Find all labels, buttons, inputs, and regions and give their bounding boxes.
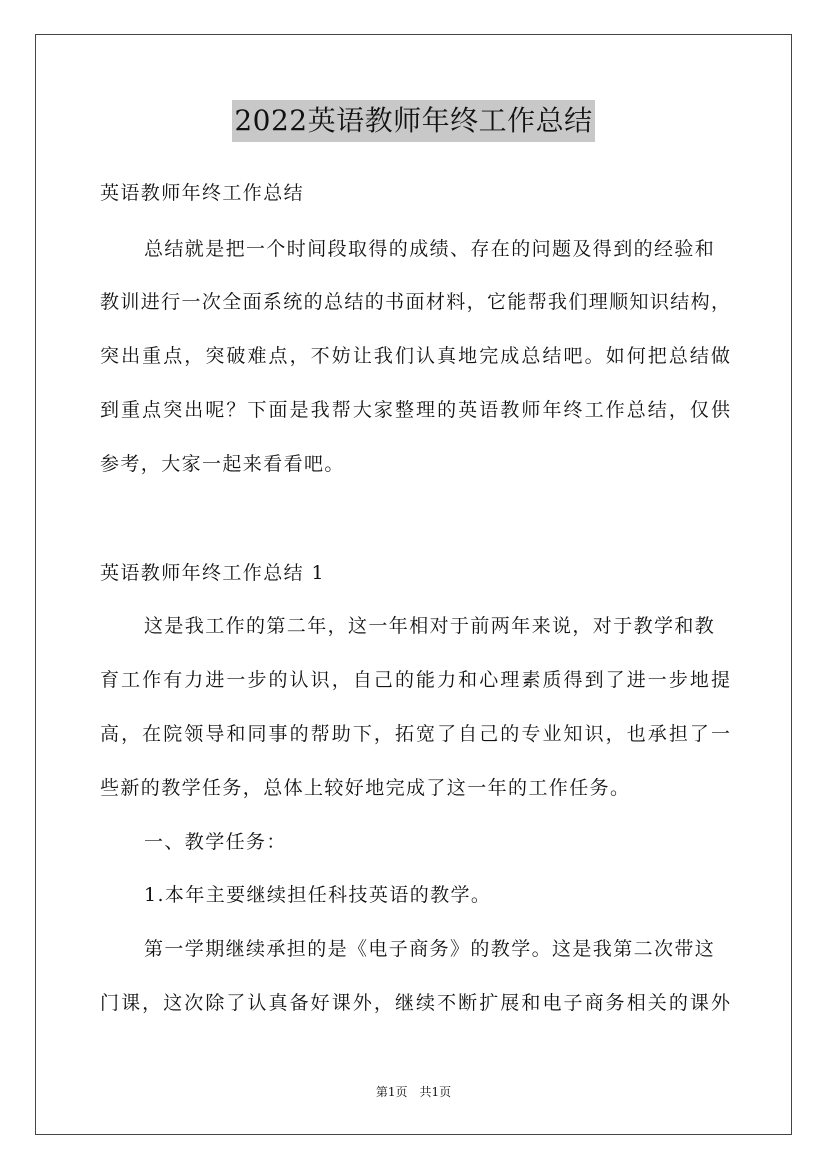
intro-line-5: 参考，大家一起来看看吧。 bbox=[100, 453, 345, 475]
intro-line-1: 总结就是把一个时间段取得的成绩、存在的问题及得到的经验和 bbox=[144, 238, 716, 260]
page-number-footer: 第1页 共1页 bbox=[375, 1085, 452, 1099]
para2-line-2: 门课，这次除了认真备好课外，继续不断扩展和电子商务相关的课外 bbox=[100, 992, 730, 1014]
section-heading: 英语教师年终工作总结 1 bbox=[100, 562, 325, 584]
para1-line-2: 育工作有力进一步的认识，自己的能力和心理素质得到了进一步地提 bbox=[100, 669, 730, 691]
document-title: 2022英语教师年终工作总结 bbox=[232, 100, 594, 142]
para2-line-1: 第一学期继续承担的是《电子商务》的教学。这是我第二次带这 bbox=[144, 938, 716, 960]
title-container bbox=[0, 100, 827, 142]
para1-line-3: 高，在院领导和同事的帮助下，拓宽了自己的专业知识，也承担了一 bbox=[100, 723, 730, 745]
intro-line-4: 到重点突出呢？下面是我帮大家整理的英语教师年终工作总结，仅供 bbox=[100, 399, 730, 421]
sub-item: 1.本年主要继续担任科技英语的教学。 bbox=[144, 884, 492, 906]
intro-line-3: 突出重点，突破难点，不妨让我们认真地完成总结吧。如何把总结做 bbox=[100, 345, 730, 367]
document-subtitle: 英语教师年终工作总结 bbox=[100, 182, 305, 204]
intro-line-2: 教训进行一次全面系统的总结的书面材料，它能帮我们理顺知识结构， bbox=[100, 291, 730, 313]
item-heading: 一、教学任务： bbox=[144, 831, 287, 853]
para1-line-4: 些新的教学任务，总体上较好地完成了这一年的工作任务。 bbox=[100, 777, 631, 799]
para1-line-1: 这是我工作的第二年，这一年相对于前两年来说，对于教学和教 bbox=[144, 615, 716, 637]
